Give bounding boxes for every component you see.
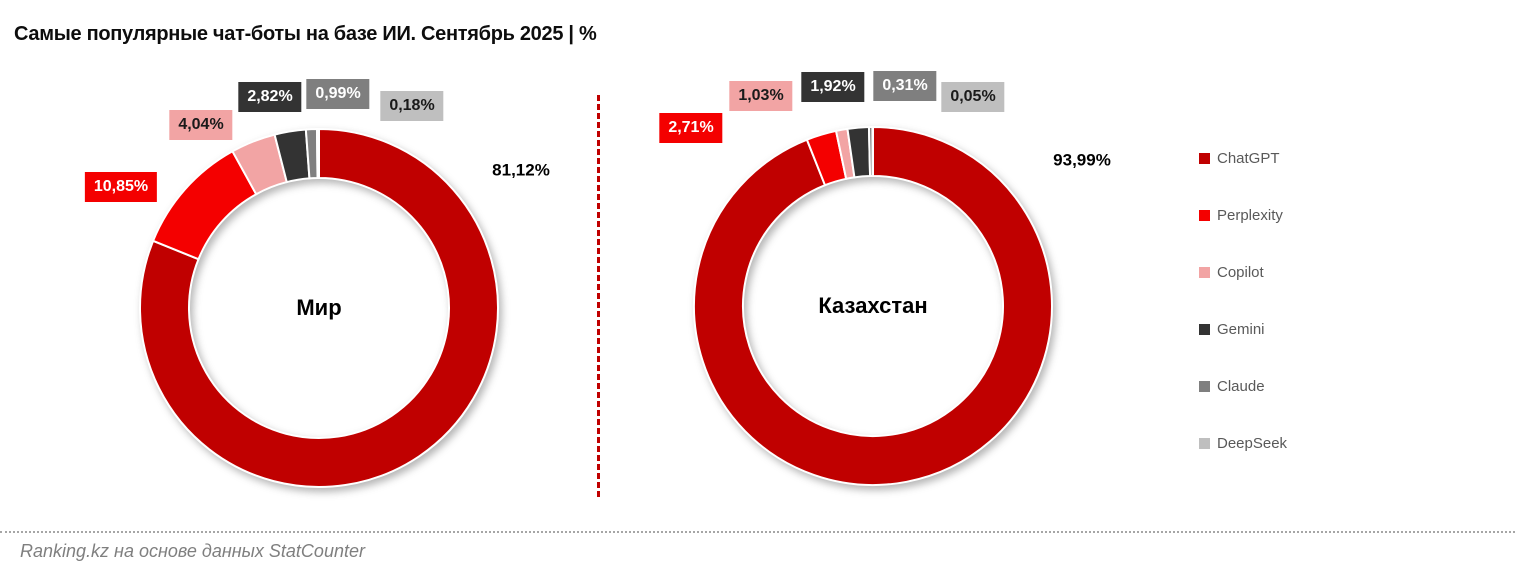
legend-swatch-icon (1199, 267, 1210, 278)
donut-slice-deepseek (872, 127, 873, 176)
data-label-chatgpt: 81,12% (492, 160, 550, 180)
legend-label: Perplexity (1217, 207, 1283, 224)
legend-swatch-icon (1199, 438, 1210, 449)
page-title: Самые популярные чат-боты на базе ИИ. Сентябрь 2025 | % (14, 23, 597, 46)
data-label-claude: 0,31% (873, 71, 936, 101)
data-label-gemini: 1,92% (801, 72, 864, 102)
legend-item-claude (1199, 378, 1287, 395)
chart-divider-dashed-line (597, 95, 600, 497)
data-label-perplexity: 10,85% (85, 172, 157, 202)
legend-item-deepseek (1199, 435, 1287, 452)
legend-swatch-icon (1199, 381, 1210, 392)
data-label-perplexity: 2,71% (659, 113, 722, 143)
data-label-claude: 0,99% (306, 79, 369, 109)
data-label-deepseek: 0,18% (380, 91, 443, 121)
legend-swatch-icon (1199, 153, 1210, 164)
chart-legend (1199, 150, 1287, 452)
data-label-chatgpt: 93,99% (1053, 150, 1111, 170)
legend-label: Claude (1217, 378, 1265, 395)
legend-label: DeepSeek (1217, 435, 1288, 452)
footer-separator-line (0, 531, 1515, 533)
donut-center-label: Казахстан (818, 293, 928, 318)
source-attribution: Ranking.kz на основе данных StatCounter (20, 541, 365, 561)
legend-swatch-icon (1199, 324, 1210, 335)
legend-label: ChatGPT (1217, 150, 1280, 167)
legend-item-copilot (1199, 264, 1287, 281)
donut-slice-deepseek (317, 129, 319, 178)
data-label-copilot: 1,03% (729, 81, 792, 111)
legend-label: Copilot (1217, 264, 1264, 281)
legend-label: Gemini (1217, 321, 1265, 338)
legend-item-gemini (1199, 321, 1287, 338)
legend-item-chatgpt (1199, 150, 1287, 167)
data-label-deepseek: 0,05% (941, 82, 1004, 112)
data-label-copilot: 4,04% (169, 110, 232, 140)
legend-item-perplexity (1199, 207, 1287, 224)
data-label-gemini: 2,82% (238, 82, 301, 112)
donut-center-label: Мир (296, 295, 342, 320)
legend-swatch-icon (1199, 210, 1210, 221)
